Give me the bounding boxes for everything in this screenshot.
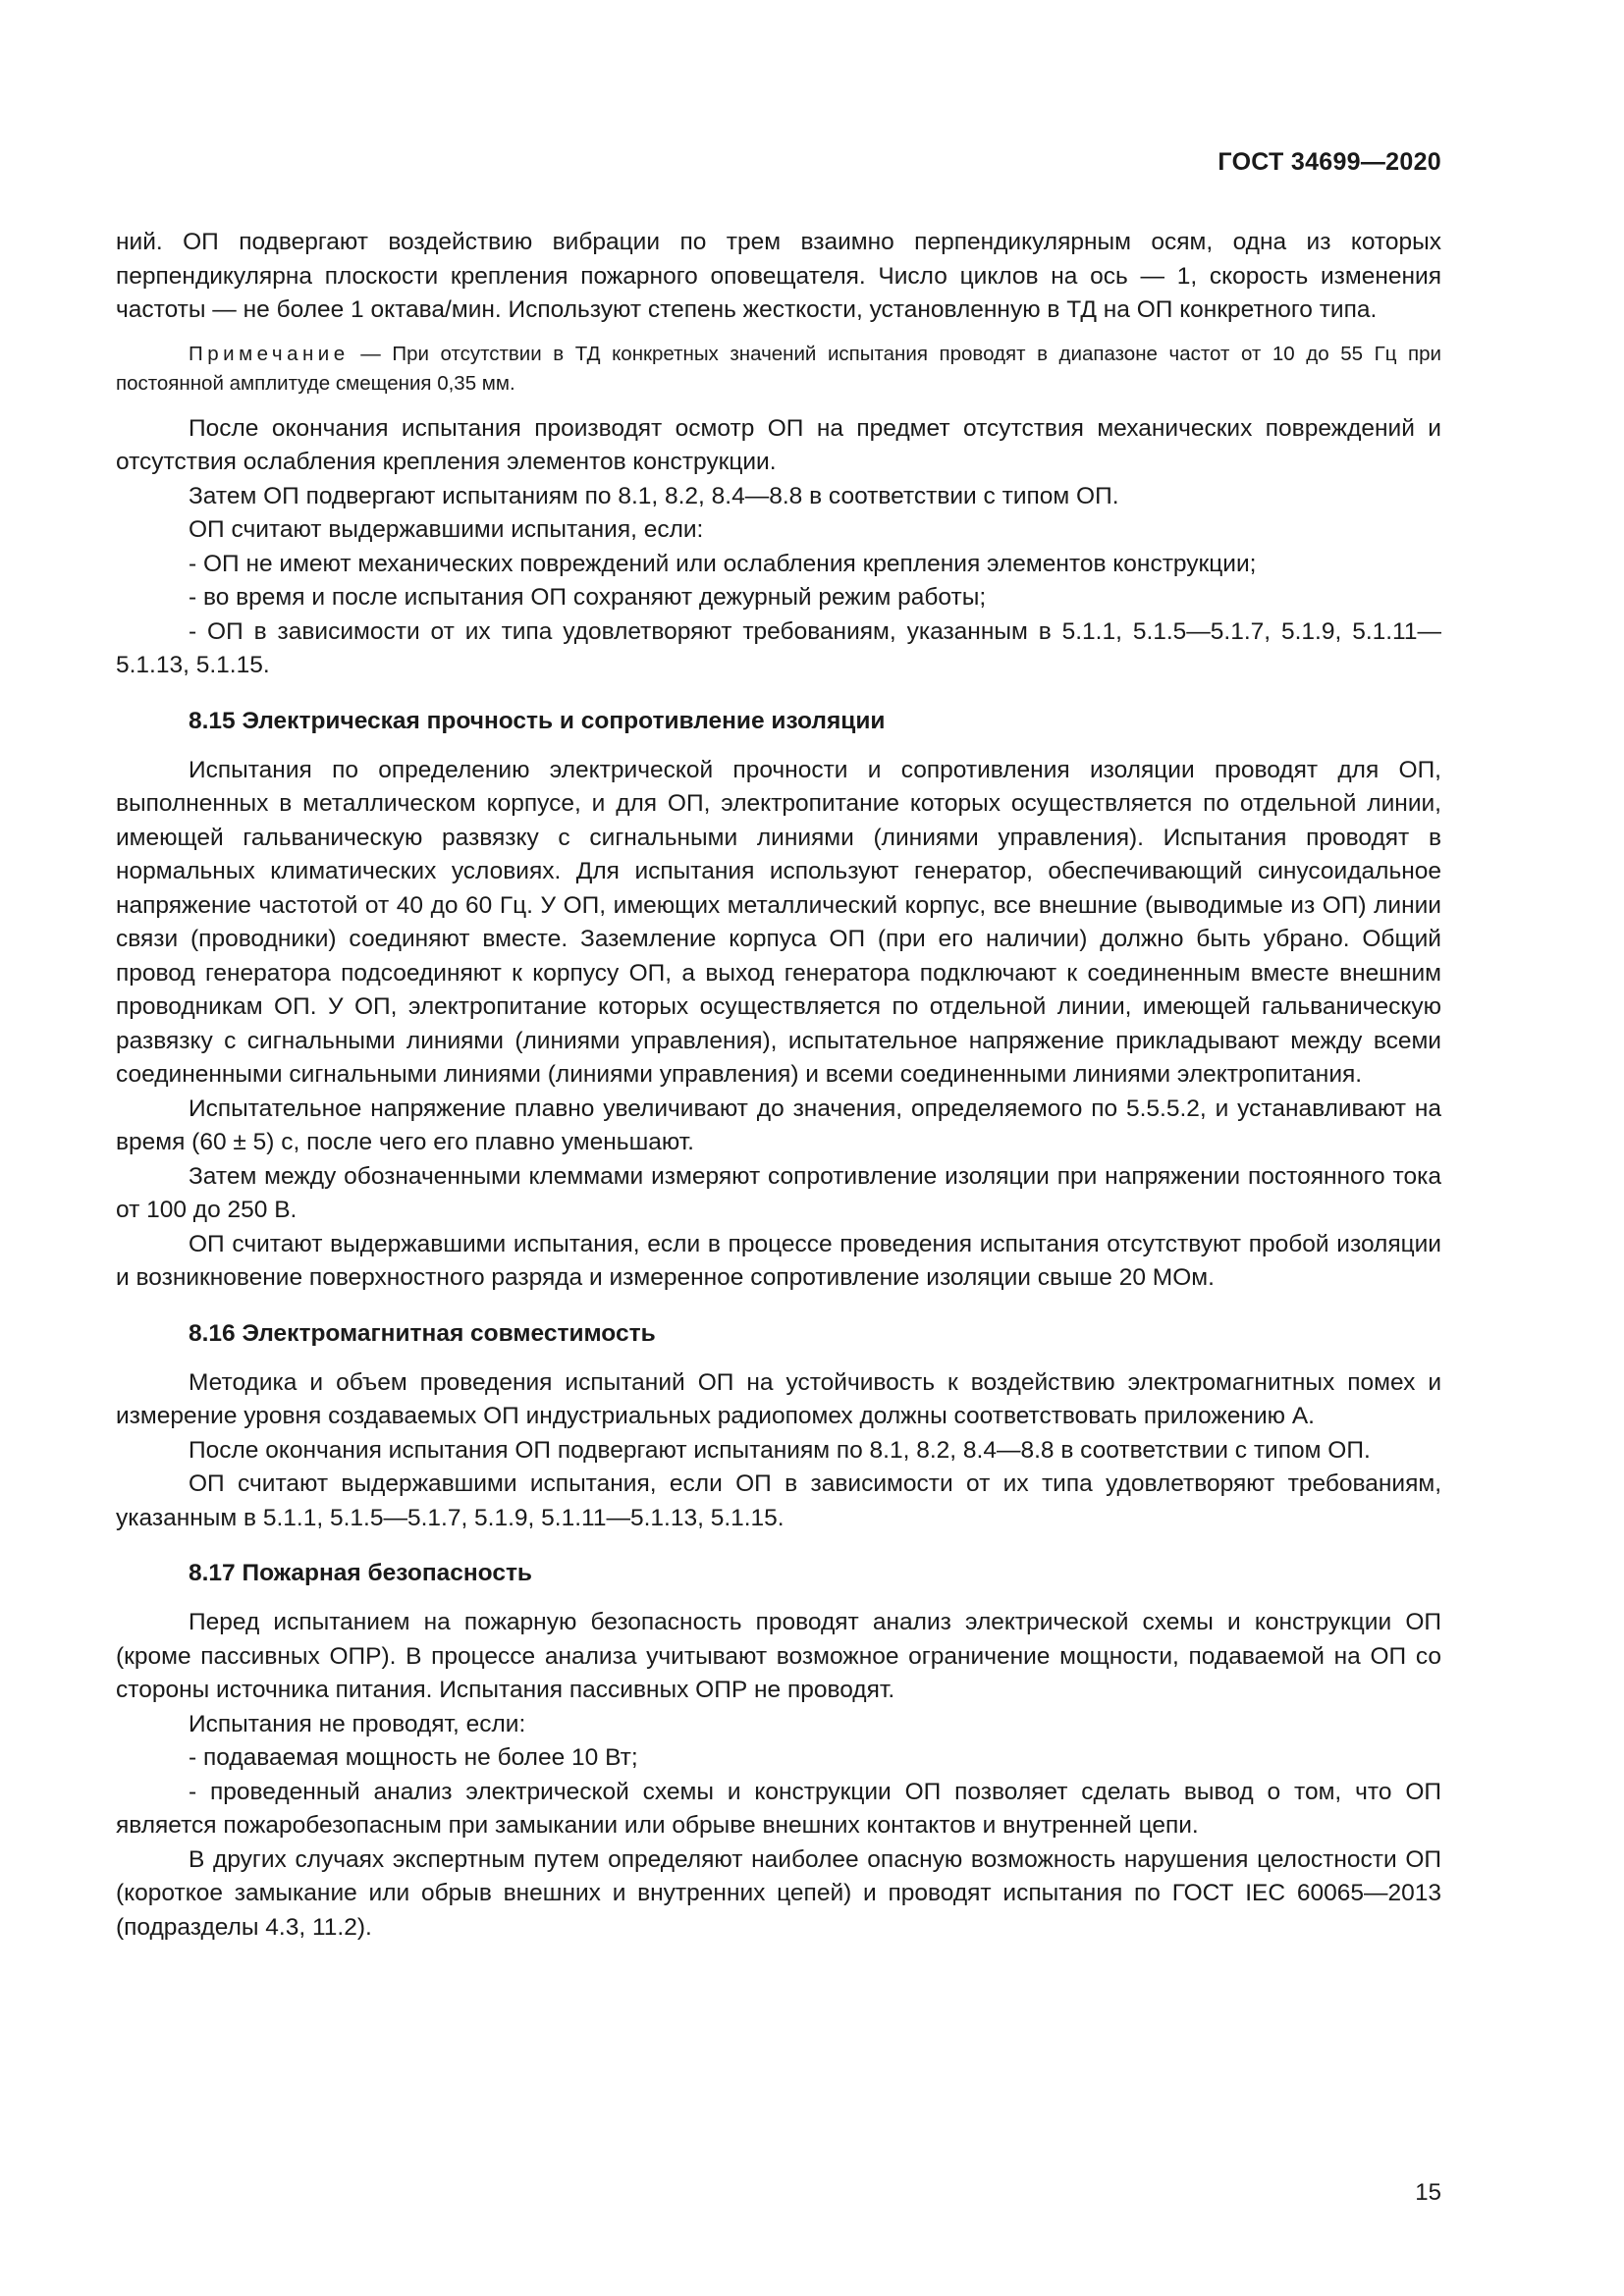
page-number: 15	[1415, 2179, 1441, 2206]
list-item: - проведенный анализ электрической схемы и конструкции ОП позволяет сделать вывод о том, что ОП является пожаробезопасным при замыкании или обрыве внешних контактов и внутренней цепи.	[116, 1778, 1441, 1839]
list-item: - подаваемая мощность не более 10 Вт;	[189, 1744, 638, 1771]
paragraph: Испытательное напряжение плавно увеличивают до значения, определяемого по 5.5.5.2, и устанавливают на время (60 ± 5) с, после чего его плавно уменьшают.	[116, 1095, 1441, 1155]
paragraph: Перед испытанием на пожарную безопасность проводят анализ электрической схемы и конструкции ОП (кроме пассивных ОПР). В процессе анализа учитывают возможное ограничение мощности, подаваемой на ОП со стороны источника питания. Испытания пассивных ОПР не проводят.	[116, 1609, 1441, 1703]
list-item: - во время и после испытания ОП сохраняют дежурный режим работы;	[189, 584, 987, 611]
section-heading-8-16: 8.16 Электромагнитная совместимость	[189, 1319, 656, 1347]
paragraph: ний. ОП подвергают воздействию вибрации по трем взаимно перпендикулярным осям, одна из которых перпендикулярна плоскости крепления пожарного оповещателя. Число циклов на ось — 1, скорость изменения частоты — не более 1 октава/мин. Используют степень жесткости, установленную в ТД на ОП конкретного типа.	[116, 229, 1441, 323]
section-heading-8-17: 8.17 Пожарная безопасность	[189, 1560, 532, 1586]
section-heading-8-15: 8.15 Электрическая прочность и сопротивление изоляции	[189, 707, 886, 734]
paragraph: ОП считают выдержавшими испытания, если ОП в зависимости от их типа удовлетворяют требованиям, указанным в 5.1.1, 5.1.5—5.1.7, 5.1.9, 5.1.11—5.1.13, 5.1.15.	[116, 1470, 1441, 1531]
page-content	[116, 226, 1441, 1945]
paragraph: После окончания испытания производят осмотр ОП на предмет отсутствия механических повреждений и отсутствия ослабления крепления элементов конструкции.	[116, 414, 1441, 475]
list-item: - ОП в зависимости от их типа удовлетворяют требованиям, указанным в 5.1.1, 5.1.5—5.1.7, 5.1.9, 5.1.11—5.1.13, 5.1.15.	[116, 617, 1441, 678]
note-label: Примечание	[189, 342, 350, 365]
document-header: ГОСТ 34699—2020	[1218, 148, 1441, 176]
note-text: — При отсутствии в ТД конкретных значений испытания проводят в диапазоне частот от 10 до 55 Гц при постоянной амплитуде смещения 0,35 мм.	[116, 342, 1441, 395]
paragraph: Затем между обозначенными клеммами измеряют сопротивление изоляции при напряжении постоянного тока от 100 до 250 В.	[116, 1162, 1441, 1223]
paragraph: ОП считают выдержавшими испытания, если:	[189, 516, 704, 543]
paragraph: Испытания не проводят, если:	[189, 1710, 526, 1737]
paragraph: В других случаях экспертным путем определяют наиболее опасную возможность нарушения целостности ОП (короткое замыкание или обрыв внешних и внутренних цепей) и проводят испытания по ГОСТ IEC 60065—2013 (подразделы 4.3, 11.2).	[116, 1845, 1441, 1941]
paragraph: Методика и объем проведения испытаний ОП на устойчивость к воздействию электромагнитных помех и измерение уровня создаваемых ОП индустриальных радиопомех должны соответствовать приложению А.	[116, 1368, 1441, 1429]
paragraph: Испытания по определению электрической прочности и сопротивления изоляции проводят для ОП, выполненных в металлическом корпусе, и для ОП, электропитание которых осуществляется по отдельной линии, имеющей гальваническую развязку с сигнальными линиями (линиями управления). Испытания проводят в нормальных климатических условиях. Для испытания используют генератор, обеспечивающий синусоидальное напряжение частотой от 40 до 60 Гц. У ОП, имеющих металлический корпус, все внешние (выводимые из ОП) линии связи (проводники) соединяют вместе. Заземление корпуса ОП (при его наличии) должно быть убрано. Общий провод генератора подсоединяют к корпусу ОП, а выход генератора подключают к соединенным вместе внешним проводникам ОП. У ОП, электропитание которых осуществляется по отдельной линии, имеющей гальваническую развязку с сигнальными линиями (линиями управления), испытательное напряжение прикладывают между всеми соединенными сигнальными линиями (линиями управления) и всеми соединенными линиями электропитания.	[116, 756, 1441, 1088]
note	[116, 340, 1441, 399]
paragraph: После окончания испытания ОП подвергают испытаниям по 8.1, 8.2, 8.4—8.8 в соответствии с типом ОП.	[189, 1436, 1371, 1464]
paragraph: ОП считают выдержавшими испытания, если в процессе проведения испытания отсутствуют пробой изоляции и возникновение поверхностного разряда и измеренное сопротивление изоляции свыше 20 МОм.	[116, 1230, 1441, 1291]
paragraph: Затем ОП подвергают испытаниям по 8.1, 8.2, 8.4—8.8 в соответствии с типом ОП.	[189, 482, 1119, 509]
list-item: - ОП не имеют механических повреждений или ослабления крепления элементов конструкции;	[189, 550, 1257, 577]
